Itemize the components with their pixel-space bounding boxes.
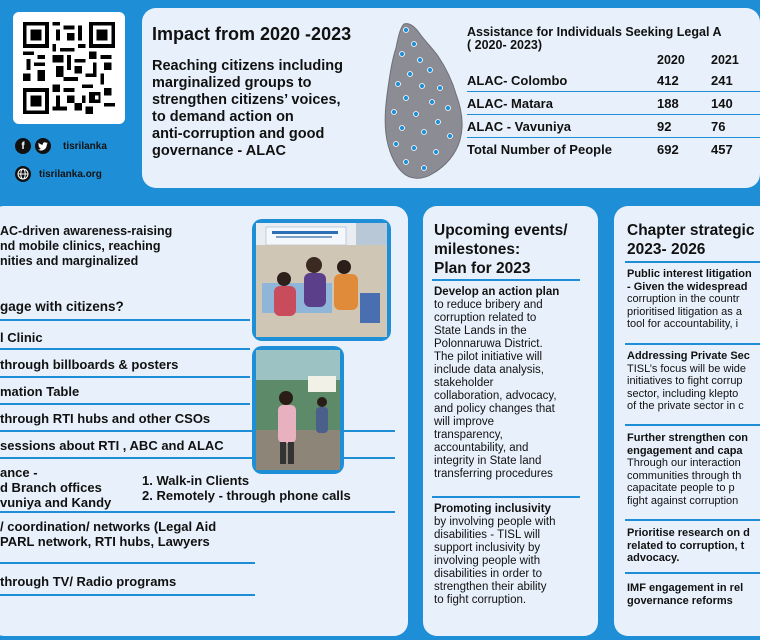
divider bbox=[625, 261, 760, 263]
qr-code-card bbox=[13, 12, 125, 124]
assistance-title: Assistance for Individuals Seeking Legal A bbox=[467, 25, 722, 39]
table-row: ALAC- Matara 188 140 bbox=[467, 92, 760, 115]
engagement-item: mation Table bbox=[0, 384, 80, 399]
globe-icon bbox=[15, 166, 31, 182]
milestones-title: Upcoming events/ milestones: Plan for 2023 bbox=[434, 222, 568, 277]
divider bbox=[0, 511, 395, 513]
engagement-item: through billboards & posters bbox=[0, 357, 179, 372]
table-row: Total Number of People 692 457 bbox=[467, 142, 733, 157]
coordination-item: / coordination/ networks (Legal Aid PARL network, RTI hubs, Lawyers bbox=[0, 519, 217, 549]
strategy-title: Chapter strategic 2023- 2026 bbox=[627, 222, 755, 258]
divider bbox=[625, 519, 760, 521]
divider bbox=[625, 343, 760, 345]
awareness-photo bbox=[252, 346, 344, 474]
engagement-item: sessions about RTI , ABC and ALAC bbox=[0, 438, 224, 453]
divider bbox=[0, 319, 250, 321]
divider bbox=[432, 279, 580, 281]
divider bbox=[0, 376, 250, 378]
year-header: 2020 bbox=[657, 53, 685, 67]
sri-lanka-map bbox=[376, 18, 468, 186]
strategy-private-sector: Addressing Private Sec TISL’s focus will be wide initiatives to fight corrup sector, including klepto of the private sector in c bbox=[627, 350, 750, 412]
strategy-research: Prioritise research on d related to corruption, t advocacy. bbox=[627, 527, 750, 564]
divider bbox=[0, 594, 255, 596]
engagement-item: l Clinic bbox=[0, 330, 43, 345]
table-row: ALAC- Colombo 412 241 bbox=[467, 69, 760, 92]
website-url[interactable]: tisrilanka.org bbox=[39, 168, 102, 180]
divider bbox=[0, 403, 250, 405]
panel-intro: AC-driven awareness-raising nd mobile clinics, reaching nities and marginalized bbox=[0, 224, 173, 268]
strategy-engagement: Further strengthen con engagement and capa Through our interaction communities through th capacitate people to p fight against corruption bbox=[627, 432, 749, 507]
table-row: ALAC - Vavuniya 92 76 bbox=[467, 115, 760, 138]
clinic-photo bbox=[252, 219, 391, 341]
twitter-icon[interactable] bbox=[35, 138, 51, 154]
client-types: 1. Walk-in Clients 2. Remotely - through phone calls bbox=[142, 473, 351, 503]
divider bbox=[432, 496, 580, 498]
engage-question: gage with citizens? bbox=[0, 299, 124, 314]
social-links bbox=[15, 138, 107, 154]
divider bbox=[0, 348, 250, 350]
inclusivity-text: Promoting inclusivity by involving people with disabilities - TISL will support inclusivity by involving people with disabilities in order to strengthen their ability to fight corruption. bbox=[434, 503, 556, 606]
qr-code-icon bbox=[23, 22, 115, 114]
website-link[interactable] bbox=[15, 166, 102, 182]
strategy-litigation: Public interest litigation - Given the widespread corruption in the countr prioritised litigation as a tool for accountability, i bbox=[627, 268, 752, 330]
media-item: through TV/ Radio programs bbox=[0, 574, 177, 589]
facebook-icon[interactable]: f bbox=[15, 138, 31, 154]
action-plan-text: Develop an action plan to reduce bribery and corruption related to State Lands in the Polonnaruwa District. The pilot initiative will include data analysis, stakeholder collaboration, advocacy, and policy changes that will improve transparency, accountability, and integrity in State land transferring procedures bbox=[434, 286, 560, 480]
impact-description: Reaching citizens including marginalized groups to strengthen citizens’ voices, to demand action on anti-corruption and good governance - ALAC bbox=[152, 58, 343, 159]
strategy-imf: IMF engagement in rel governance reforms bbox=[627, 582, 744, 607]
divider bbox=[625, 424, 760, 426]
assistance-subtitle: ( 2020- 2023) bbox=[467, 38, 543, 52]
social-handle[interactable]: tisrilanka bbox=[63, 140, 107, 152]
impact-title: Impact from 2020 -2023 bbox=[152, 24, 352, 44]
divider bbox=[0, 562, 255, 564]
divider bbox=[625, 572, 760, 574]
engagement-item: through RTI hubs and other CSOs bbox=[0, 411, 211, 426]
assistance-item: ance - d Branch offices vuniya and Kandy bbox=[0, 465, 112, 510]
year-header: 2021 bbox=[711, 53, 739, 67]
